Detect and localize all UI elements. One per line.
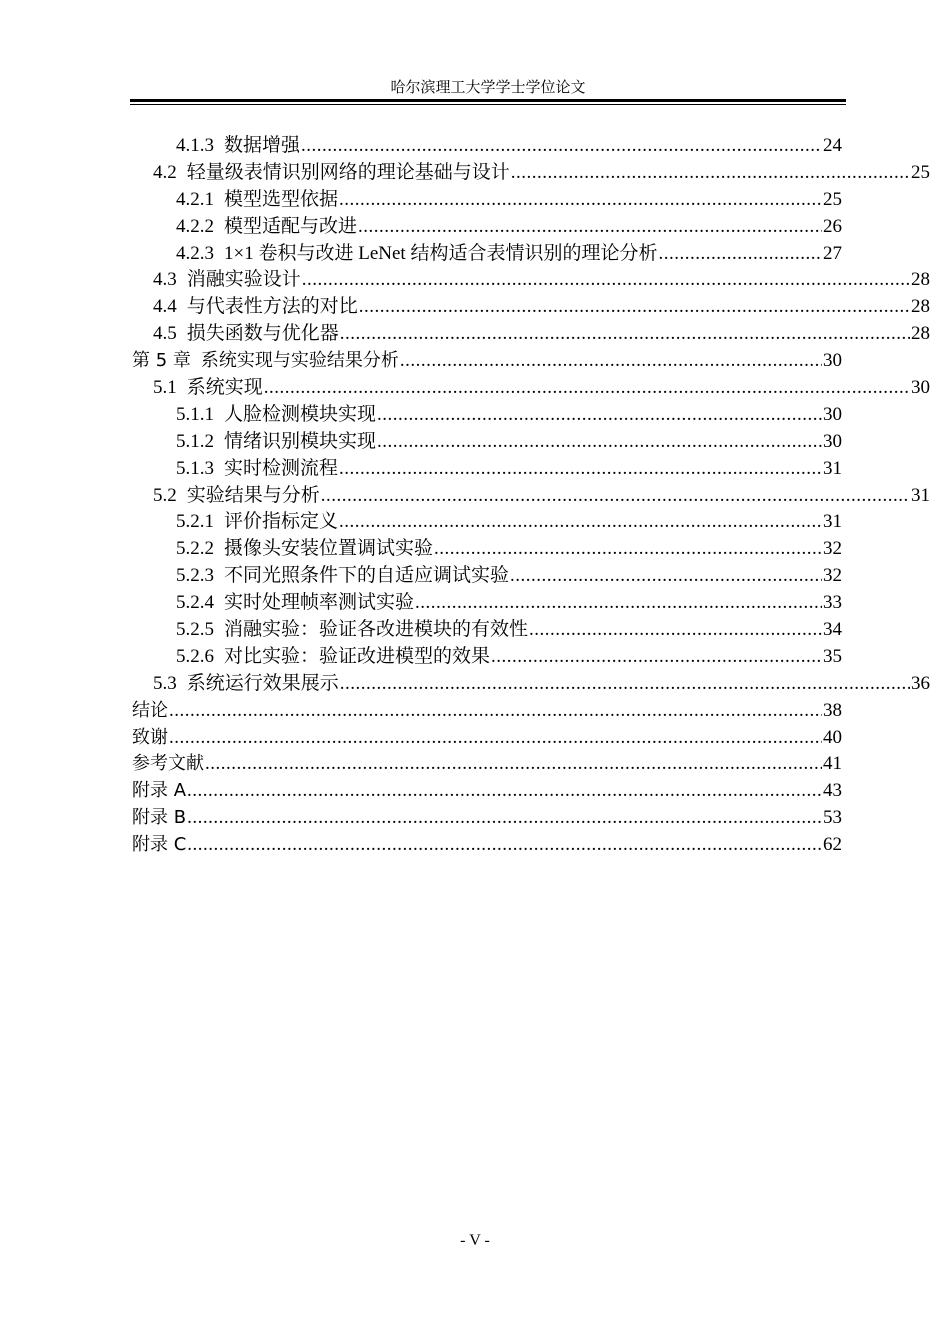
toc-dot-leader <box>264 375 910 402</box>
toc-entry[interactable] <box>176 402 842 429</box>
page-header: 哈尔滨理工大学学士学位论文 <box>390 80 586 96</box>
toc-entry-number: 5.1.2 <box>176 430 214 452</box>
toc-entry[interactable] <box>153 267 930 294</box>
toc-entry-number: 5.1.1 <box>176 403 214 425</box>
toc-entry-title: 实时处理帧率测试实验 <box>224 592 415 614</box>
toc-entry[interactable] <box>132 778 842 805</box>
toc-entry[interactable] <box>132 725 842 752</box>
toc-entry[interactable] <box>176 133 842 160</box>
toc-entry-page: 27 <box>823 242 842 264</box>
toc-dot-leader <box>339 187 822 214</box>
toc-dot-leader <box>340 671 910 698</box>
toc-dot-leader <box>510 563 822 590</box>
toc-dot-leader <box>359 294 910 321</box>
toc-entry-title: 消融实验：验证各改进模块的有效性 <box>224 619 529 641</box>
toc-dot-leader <box>491 644 822 671</box>
toc-entry-number: 5.2.4 <box>176 592 214 614</box>
toc-entry-number: 4.3 <box>153 269 177 291</box>
toc-entry[interactable] <box>176 617 842 644</box>
toc-dot-leader <box>187 778 822 805</box>
toc-entry-title: 与代表性方法的对比 <box>186 296 358 318</box>
toc-entry-number: 5.2.6 <box>176 645 214 667</box>
toc-entry-page: 30 <box>823 403 842 425</box>
toc-entry-title: 实时检测流程 <box>224 457 339 479</box>
toc-entry[interactable] <box>153 375 930 402</box>
toc-entry-page: 53 <box>823 807 842 829</box>
toc-entry-page: 32 <box>823 565 842 587</box>
toc-entry-title: 摄像头安装位置调试实验 <box>224 538 434 560</box>
toc-entry-page: 28 <box>911 323 930 345</box>
toc-entry[interactable] <box>132 832 842 859</box>
toc-entry-page: 33 <box>823 592 842 614</box>
toc-entry-title: 轻量级表情识别网络的理论基础与设计 <box>186 161 510 183</box>
toc-entry-title: 模型适配与改进 <box>224 215 358 237</box>
toc-dot-leader <box>340 321 910 348</box>
toc-entry[interactable] <box>176 590 842 617</box>
toc-entry-number: 5.1.3 <box>176 457 214 479</box>
toc-entry-page: 43 <box>823 780 842 802</box>
toc-entry-page: 31 <box>823 511 842 533</box>
toc-entry-number: 5.1 <box>153 377 177 399</box>
toc-entry-page: 28 <box>911 269 930 291</box>
toc-entry[interactable] <box>132 805 842 832</box>
toc-dot-leader <box>169 698 822 725</box>
toc-entry[interactable] <box>176 644 842 671</box>
toc-entry[interactable] <box>176 563 842 590</box>
toc-dot-leader <box>339 456 822 483</box>
toc-entry-number: 4.2.2 <box>176 215 214 237</box>
toc-entry-number: 4.1.3 <box>176 135 214 156</box>
toc-dot-leader <box>187 832 822 859</box>
toc-entry-number: 4.2.3 <box>176 242 214 264</box>
toc-entry-title: 不同光照条件下的自适应调试实验 <box>224 565 510 587</box>
toc-dot-leader <box>358 214 822 241</box>
toc-entry-title: 实验结果与分析 <box>186 484 320 506</box>
toc-entry-title: 人脸检测模块实现 <box>224 403 377 425</box>
toc-dot-leader <box>415 590 822 617</box>
toc-dot-leader <box>529 617 822 644</box>
toc-dot-leader <box>377 429 822 456</box>
toc-dot-leader <box>511 160 910 187</box>
toc-dot-leader <box>187 805 822 832</box>
toc-entry-number: 5.2 <box>153 484 177 506</box>
toc-entry[interactable] <box>153 294 930 321</box>
toc-entry-page: 30 <box>911 377 930 399</box>
header-rule-thick <box>130 99 846 102</box>
toc-entry[interactable] <box>176 509 842 536</box>
toc-entry-title: 附录 B <box>132 807 187 829</box>
toc-entry-page: 36 <box>911 672 930 694</box>
toc-entry[interactable] <box>176 456 842 483</box>
toc-entry-title: 附录 A <box>132 780 187 802</box>
toc-entry-page: 34 <box>823 619 842 641</box>
toc-entry[interactable] <box>176 214 842 241</box>
toc-entry-number: 5.2.1 <box>176 511 214 533</box>
toc-entry-page: 32 <box>823 538 842 560</box>
toc-dot-leader <box>339 509 822 536</box>
toc-dot-leader <box>169 725 822 752</box>
toc-entry[interactable] <box>153 160 930 187</box>
toc-entry-page: 31 <box>911 484 930 506</box>
toc-entry-page: 40 <box>823 726 842 748</box>
toc-entry-page: 30 <box>823 350 842 372</box>
toc-entry-title: 情绪识别模块实现 <box>224 430 377 452</box>
toc-entry-page: 62 <box>823 834 842 856</box>
toc-entry-title: 致谢 <box>132 726 168 748</box>
header-rule-thin <box>130 104 846 105</box>
toc-entry-number: 5.2.5 <box>176 619 214 641</box>
toc-entry-title: 系统运行效果展示 <box>186 672 339 694</box>
toc-dot-leader <box>302 267 910 294</box>
toc-entry-number: 4.4 <box>153 296 177 318</box>
toc-dot-leader <box>205 751 822 778</box>
toc-entry-number: 4.5 <box>153 323 177 345</box>
toc-entry-title: 1×1 卷积与改进 LeNet 结构适合表情识别的理论分析 <box>224 242 658 264</box>
toc-entry[interactable] <box>176 536 842 563</box>
toc-entry[interactable] <box>132 698 842 725</box>
toc-entry-title: 系统实现与实验结果分析 <box>200 350 399 372</box>
toc-entry-number: 5.3 <box>153 672 177 694</box>
toc-entry[interactable] <box>153 671 930 698</box>
toc-entry-title: 对比实验：验证改进模型的效果 <box>224 645 491 667</box>
toc-entry-number: 5.2.3 <box>176 565 214 587</box>
toc-entry-page: 28 <box>911 296 930 318</box>
toc-entry-title: 消融实验设计 <box>186 269 301 291</box>
table-of-contents <box>0 133 950 859</box>
toc-dot-leader <box>301 133 822 160</box>
toc-dot-leader <box>377 402 822 429</box>
toc-entry-page: 31 <box>823 457 842 479</box>
toc-entry-page: 24 <box>823 135 842 156</box>
toc-entry-number: 4.2.1 <box>176 188 214 210</box>
page-number: - V - <box>460 1232 490 1249</box>
toc-entry-title: 评价指标定义 <box>224 511 339 533</box>
toc-entry-title: 损失函数与优化器 <box>186 323 339 345</box>
toc-entry-page: 25 <box>823 188 842 210</box>
toc-entry-page: 30 <box>823 430 842 452</box>
toc-entry-number: 5.2.2 <box>176 538 214 560</box>
toc-entry-page: 38 <box>823 699 842 721</box>
toc-entry-title: 系统实现 <box>186 377 263 399</box>
toc-entry[interactable] <box>176 187 842 214</box>
toc-entry[interactable] <box>176 429 842 456</box>
toc-entry-number: 第 5 章 <box>132 350 191 372</box>
toc-entry[interactable] <box>176 241 842 268</box>
toc-entry[interactable] <box>153 483 930 510</box>
toc-entry-page: 35 <box>823 645 842 667</box>
toc-entry-title: 模型选型依据 <box>224 188 339 210</box>
toc-dot-leader <box>658 241 822 268</box>
toc-entry[interactable] <box>153 321 930 348</box>
toc-entry-title: 附录 C <box>132 834 187 856</box>
toc-entry-title: 数据增强 <box>224 135 301 156</box>
toc-entry-page: 41 <box>823 753 842 775</box>
toc-entry[interactable] <box>132 751 842 778</box>
toc-entry-title: 结论 <box>132 699 168 721</box>
toc-dot-leader <box>400 348 822 375</box>
toc-dot-leader <box>434 536 822 563</box>
toc-dot-leader <box>321 483 910 510</box>
toc-entry-page: 26 <box>823 215 842 237</box>
toc-entry-title: 参考文献 <box>132 753 204 775</box>
toc-entry-page: 25 <box>911 161 930 183</box>
toc-entry-number: 4.2 <box>153 161 177 183</box>
toc-entry[interactable] <box>132 348 842 375</box>
